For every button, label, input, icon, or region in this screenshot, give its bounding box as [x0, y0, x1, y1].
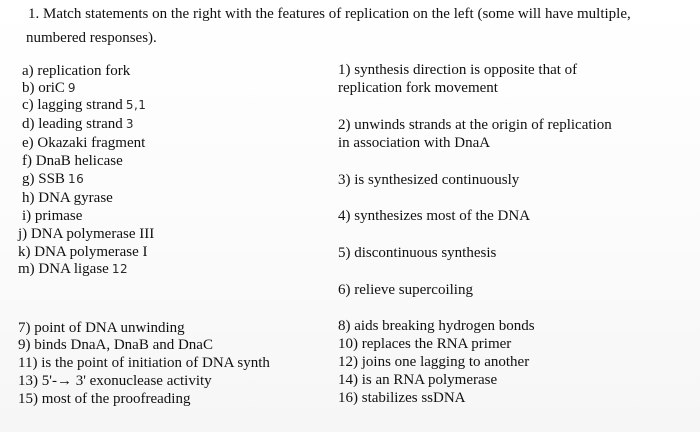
feature-label: d) leading strand — [22, 116, 123, 132]
feature-label: e) Okazaki fragment — [22, 135, 146, 151]
statement-item: 13) 5'-→ 3' exonuclease activity — [18, 373, 212, 389]
statement-item-continued: in association with DnaA — [338, 135, 491, 151]
statement-item: 9) binds DnaA, DnaB and DnaC — [18, 337, 213, 353]
feature-item — [22, 80, 76, 97]
feature-item — [22, 116, 134, 133]
feature-label: k) DNA polymerase I — [18, 244, 148, 260]
statement-item: 4) synthesizes most of the DNA — [338, 208, 531, 224]
statement-item-continued: replication fork movement — [338, 80, 498, 96]
statement-item: 2) unwinds strands at the origin of replication — [338, 117, 612, 133]
feature-item — [18, 226, 154, 243]
feature-label: f) DnaB helicase — [22, 153, 123, 169]
feature-label: g) SSB — [22, 171, 65, 187]
feature-item — [22, 63, 130, 80]
feature-item — [22, 153, 123, 170]
feature-label: c) lagging strand — [22, 97, 123, 113]
feature-label: h) DNA gyrase — [22, 190, 113, 206]
handwritten-note: 16 — [67, 172, 85, 186]
statement-item: 6) relieve supercoiling — [338, 282, 473, 298]
statement-item: 15) most of the proofreading — [18, 391, 191, 407]
question-title-line2: numbered responses). — [26, 30, 157, 46]
feature-label: a) replication fork — [22, 63, 131, 79]
handwritten-note: 12 — [111, 262, 129, 276]
feature-item — [18, 261, 128, 278]
feature-item — [22, 190, 113, 207]
statement-item: 16) stabilizes ssDNA — [338, 390, 466, 406]
feature-label: j) DNA polymerase III — [18, 226, 155, 242]
statement-item: 7) point of DNA unwinding — [18, 320, 185, 336]
statement-item: 12) joins one lagging to another — [338, 354, 530, 370]
question-title-line1: 1. Match statements on the right with the features of replication on the left (some will have multiple, — [28, 6, 631, 22]
statement-item: 10) replaces the RNA primer — [338, 336, 512, 352]
statement-item: 1) synthesis direction is opposite that of — [338, 62, 578, 78]
feature-item — [22, 171, 84, 188]
feature-item — [22, 208, 82, 225]
handwritten-note: 5,1 — [125, 98, 147, 112]
feature-label: m) DNA ligase — [18, 261, 109, 277]
feature-item — [22, 97, 146, 114]
statement-item: 14) is an RNA polymerase — [338, 372, 498, 388]
handwritten-note: 9 — [67, 81, 77, 95]
feature-item — [22, 135, 145, 152]
statement-item: 5) discontinuous synthesis — [338, 245, 497, 261]
statement-item: 8) aids breaking hydrogen bonds — [338, 318, 535, 334]
feature-item — [18, 244, 148, 261]
handwritten-note: 3 — [125, 117, 134, 131]
statement-item: 3) is synthesized continuously — [338, 172, 520, 188]
statement-item: 11) is the point of initiation of DNA synth — [18, 355, 270, 371]
feature-label: i) primase — [22, 208, 83, 224]
feature-label: b) oriC — [22, 80, 65, 96]
